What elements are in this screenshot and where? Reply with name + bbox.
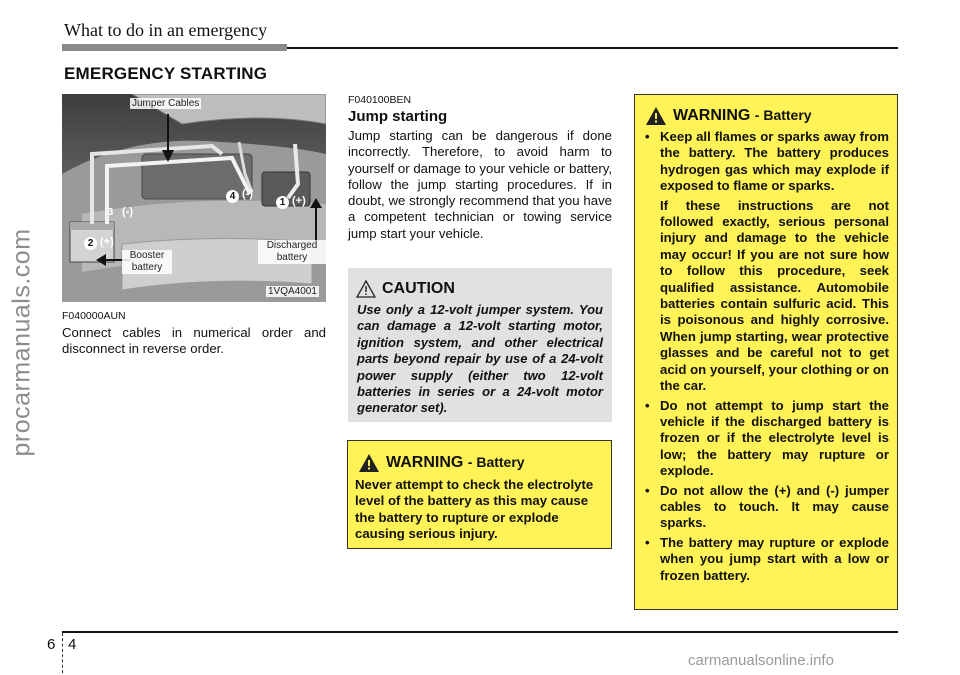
marker-2-number: 2 <box>84 237 97 250</box>
battery-warning-box-small <box>347 440 612 549</box>
warning-item-1: Keep all flames or sparks away from the battery. The battery produces hydrogen gas which may explode if exposed to flame or sparks. <box>660 129 889 194</box>
left-section-code: F040000AUN <box>62 310 126 322</box>
jump-start-figure <box>62 94 326 302</box>
footer-divider <box>62 633 63 673</box>
footer-rule <box>62 631 898 633</box>
list-item <box>639 535 889 584</box>
marker-2-sign: (+) <box>100 236 114 248</box>
bottom-watermark: carmanualsonline.info <box>688 652 834 669</box>
warning-small-title: WARNING <box>386 454 464 471</box>
discharged-battery-label: Discharged battery <box>258 240 326 264</box>
jump-starting-heading: Jump starting <box>348 108 448 125</box>
marker-4-number: 4 <box>226 190 239 203</box>
marker-1-sign: (+) <box>292 195 306 207</box>
battery-warning-box-large <box>634 94 898 610</box>
marker-1-number: 1 <box>276 196 289 209</box>
marker-4-sign: (-) <box>242 188 253 200</box>
figure-code: 1VQA4001 <box>268 286 317 297</box>
warning-item-2: Do not attempt to jump start the vehicle if the discharged battery is frozen or if the electrolyte level is low; the battery may rupture or explode. <box>660 397 889 479</box>
caution-box <box>348 268 612 422</box>
caution-text: Use only a 12-volt jumper system. You can damage a 12-volt starting motor, ignition system, and other electrical parts beyond repair by use of a 24-volt power supply (either two 12-volt batteries in series or a 24-volt motor generator set). <box>357 302 603 416</box>
side-watermark: procarmanuals.com <box>7 228 36 457</box>
warning-item-4: The battery may rupture or explode when you jump start with a low or frozen battery. <box>660 534 889 583</box>
jump-section-code: F040100BEN <box>348 94 412 106</box>
booster-battery-label: Booster battery <box>122 250 172 274</box>
warning-large-subtitle: - Battery <box>754 107 812 123</box>
list-item <box>639 483 889 532</box>
warning-item-1-extra: If these instructions are not followed exactly, serious personal injury and damage to the vehicle may occur! If you are not sure how to follow this procedure, seek qualified assistance. Automobile batteries contain sulfuric acid. This is poisonous and highly corrosive. When jump starting, wear protective glasses and be careful not to get acid on yourself, your clothing or on the car. <box>660 197 889 394</box>
warning-list <box>639 129 889 584</box>
header-rule <box>287 47 898 49</box>
list-item <box>639 398 889 480</box>
connect-cables-paragraph: Connect cables in numerical order and disconnect in reverse order. <box>62 325 326 357</box>
chapter-number: 6 <box>47 636 56 653</box>
warning-small-subtitle: - Battery <box>467 454 525 470</box>
jump-starting-paragraph: Jump starting can be dangerous if done incorrectly. Therefore, to avoid harm to yourself or damage to your vehicle or battery, follow the jump starting procedures. If in doubt, we strongly recommend that you have a competent technician or towing service jump start your vehicle. <box>348 128 612 241</box>
jumper-cables-label: Jumper Cables <box>132 98 200 109</box>
chapter-title: What to do in an emergency <box>64 20 268 40</box>
list-item <box>639 129 889 395</box>
section-title: EMERGENCY STARTING <box>64 64 268 83</box>
warning-small-text: Never attempt to check the electrolyte level of the battery as this may cause the battery to rupture or explode causing serious injury. <box>355 477 594 542</box>
marker-3-number: 3 <box>107 207 114 218</box>
warning-triangle-icon <box>645 106 667 131</box>
header-accent-bar <box>62 44 287 51</box>
page-number: 4 <box>68 636 77 653</box>
caution-triangle-icon <box>356 280 376 303</box>
marker-3-sign: (-) <box>122 206 133 218</box>
warning-item-3: Do not allow the (+) and (-) jumper cables to touch. It may cause sparks. <box>660 482 889 531</box>
caution-title: CAUTION <box>382 280 455 297</box>
warning-large-title: WARNING <box>673 107 751 124</box>
warning-triangle-icon <box>358 453 380 478</box>
